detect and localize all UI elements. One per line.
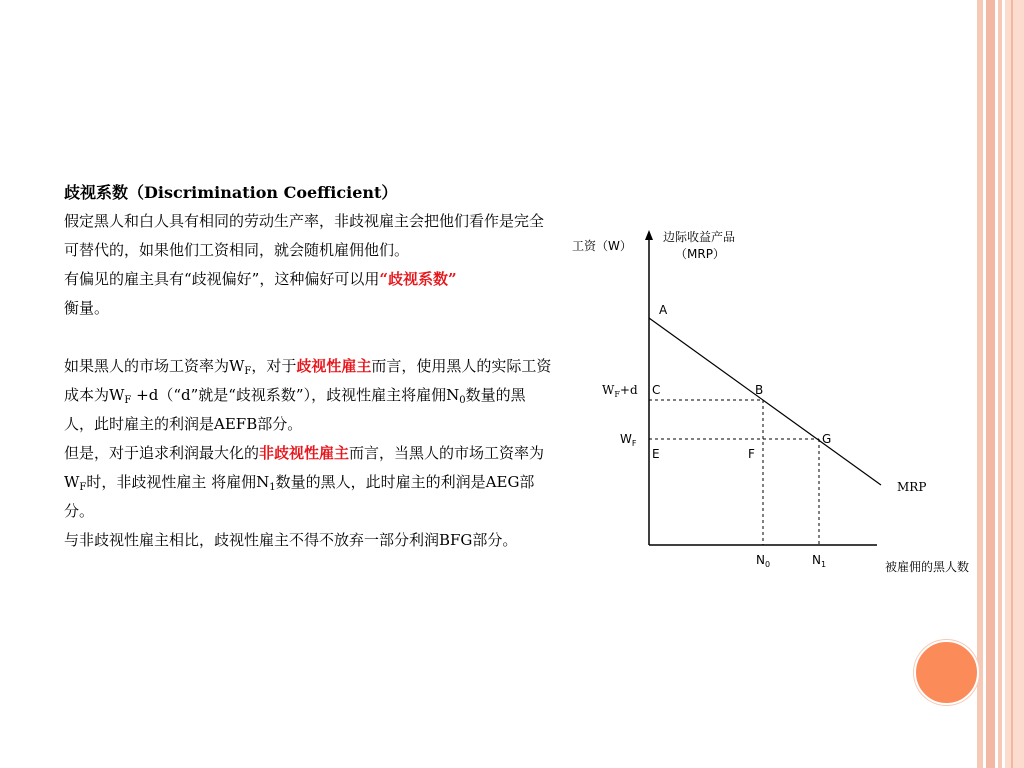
decor-circle <box>914 640 979 705</box>
mrp-curve-label: MRP <box>897 480 927 494</box>
paragraph-3 <box>64 352 554 439</box>
decor-stripe <box>1005 0 1024 768</box>
slide-title <box>64 178 554 207</box>
p3-sub: 0 <box>459 395 466 406</box>
mrp-top-label: 边际收益产品 <box>663 230 736 244</box>
p4-text: 时，非歧视性雇主 将雇佣N <box>86 473 270 491</box>
p3-sub: F <box>124 395 132 406</box>
p2-text: 有偏见的雇主具有“歧视偏好”，这种偏好可以用 <box>64 270 380 288</box>
p3-text: 而言，使用黑人的实际工资成本为W <box>64 357 552 404</box>
slide-text <box>64 178 554 555</box>
point-f-label: F <box>748 447 755 461</box>
p4-text: 但是，对于追求利润最大化的 <box>64 444 260 462</box>
x-axis-label: 被雇佣的黑人数 <box>885 560 970 574</box>
decor-stripe <box>998 0 1002 768</box>
p3-text: +d（“d”就是“歧视系数”），歧视性雇主将雇佣N <box>131 386 460 404</box>
p3-text: ，对于 <box>251 357 297 375</box>
point-c-label: C <box>652 383 661 397</box>
paragraph-1: 假定黑人和白人具有相同的劳动生产率，非歧视雇主会把他们看作是完全可替代的，如果他们工资相同，就会随机雇佣他们。 <box>64 212 545 259</box>
mrp-diagram <box>560 220 990 590</box>
point-e-label: E <box>652 447 660 461</box>
title-cn: 歧视系数（ <box>64 183 145 202</box>
p4-text: 数量的黑人，此时雇主的利润是AEG部分。 <box>64 473 535 520</box>
p4-text: 而言，当黑人的市场工资率为W <box>64 444 545 491</box>
point-b-label: B <box>755 383 764 397</box>
p2-tail: 衡量。 <box>64 299 110 317</box>
p3-text: 如果黑人的市场工资率为W <box>64 357 245 375</box>
n0-label: $N_0$ <box>756 553 771 569</box>
y-axis-arrow <box>645 230 653 240</box>
mrp-curve <box>649 318 881 485</box>
point-g-label: G <box>822 432 832 446</box>
p4-sub: F <box>79 482 87 493</box>
title-en: Discrimination Coefficient <box>144 183 382 202</box>
title-close: ） <box>381 183 398 202</box>
point-a-label: A <box>659 303 668 317</box>
p2-highlight: “歧视系数” <box>379 270 457 288</box>
paragraph-2 <box>64 265 554 323</box>
n1-label: $N_1$ <box>812 553 827 569</box>
wf-d-label: $W_F+d$ <box>602 383 638 399</box>
y-axis-label: 工资（W） <box>572 239 632 253</box>
paragraph-4 <box>64 439 554 526</box>
p4-sub: 1 <box>269 482 276 493</box>
decor-stripe <box>1011 0 1013 768</box>
p3-highlight: 歧视性雇主 <box>296 357 372 375</box>
p4-highlight: 非歧视性雇主 <box>259 444 350 462</box>
p3-sub: F <box>244 366 252 377</box>
paragraph-5: 与非歧视性雇主相比，歧视性雇主不得不放弃一部分利润BFG部分。 <box>64 531 518 549</box>
mrp-top-label-abbr: （MRP） <box>675 247 725 261</box>
wf-label: $W_F$ <box>620 432 637 448</box>
p3-text: 数量的黑人，此时雇主的利润是AEFB部分。 <box>64 386 526 433</box>
